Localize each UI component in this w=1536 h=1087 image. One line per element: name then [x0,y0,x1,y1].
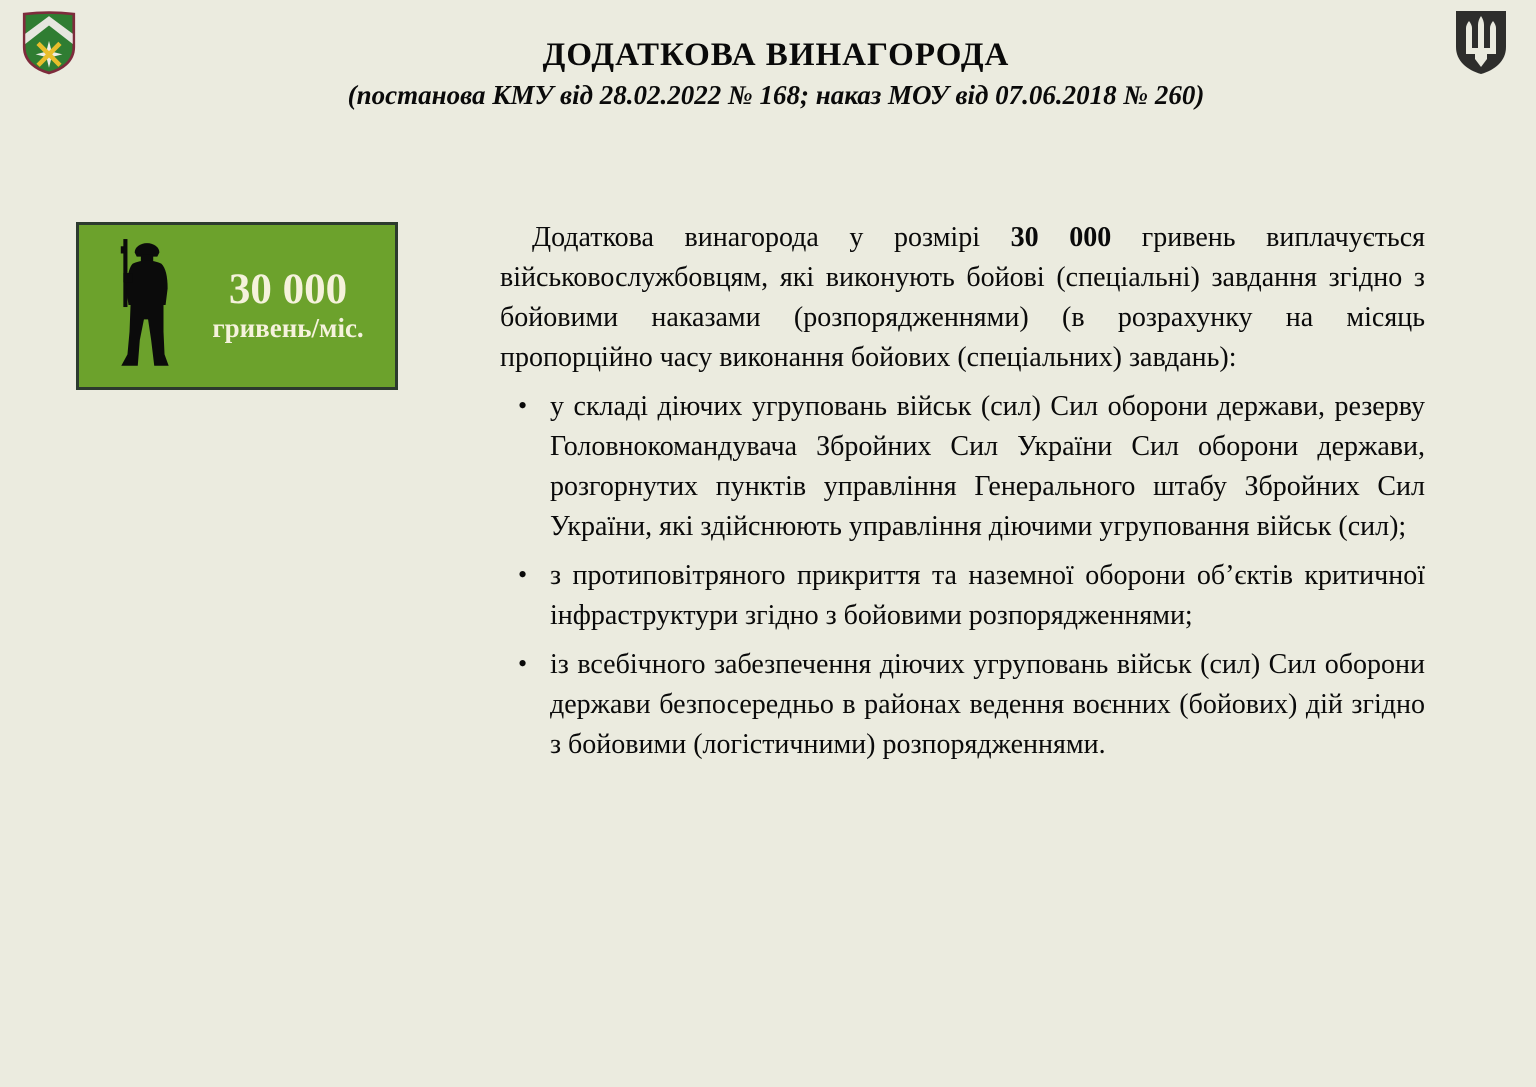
bullet-text: з протиповітряного прикриття та наземної оборони об’єктів критичної інфраструктури згідно з бойовими розпорядженнями; [550,560,1425,631]
reward-amount-box [76,222,398,390]
unit-shield-emblem-icon [22,11,76,75]
reward-unit: гривень/міс. [212,313,364,344]
slide-header [112,36,1440,111]
armed-forces-trident-emblem-icon [1452,8,1510,76]
page-title: ДОДАТКОВА ВИНАГОРОДА [542,37,1010,73]
body-text [500,218,1425,765]
bullet-list [500,387,1425,765]
bullet-text: із всебічного забезпечення діючих угруповань військ (сил) Сил оборони держави безпосередньо в районах ведення воєнних (бойових) дій згідно з бойовими (логістичними) розпорядженнями. [550,649,1425,760]
intro-amount-bold: 30 000 [1010,222,1112,253]
list-item [500,645,1425,765]
trident-shield-icon [1452,8,1510,76]
intro-pre: Додаткова винагорода у розмірі [532,222,1011,253]
page-subtitle: (постанова КМУ від 28.02.2022 № 168; наказ МОУ від 07.06.2018 № 260) [347,79,1205,110]
intro-paragraph [500,218,1425,378]
list-item [500,387,1425,547]
intro-post: гривень виплачується військовослужбовцям, які виконують бойові (спеціальні) завдання згідно з бойовими наказами (розпорядженнями) (в розрахунку на місяць пропорційно часу виконання бойових (спеціальних) завдань): [500,222,1426,373]
list-item [500,556,1425,636]
bullet-icon: • [518,391,528,420]
soldier-silhouette-icon [107,237,185,375]
bullet-icon: • [518,560,528,589]
bullet-icon: • [518,649,528,678]
reward-amount: 30 000 [228,266,348,314]
reward-amount-text [185,267,395,345]
bullet-text: у складі діючих угруповань військ (сил) Сил оборони держави, резерву Головнокомандувача Збройних Сил України Сил оборони держави, розгорнутих пунктів управління Генерального штабу Збройних Сил України, які здійснюють управління діючими угруповання військ (сил); [550,391,1425,542]
unit-shield-icon [22,11,76,75]
